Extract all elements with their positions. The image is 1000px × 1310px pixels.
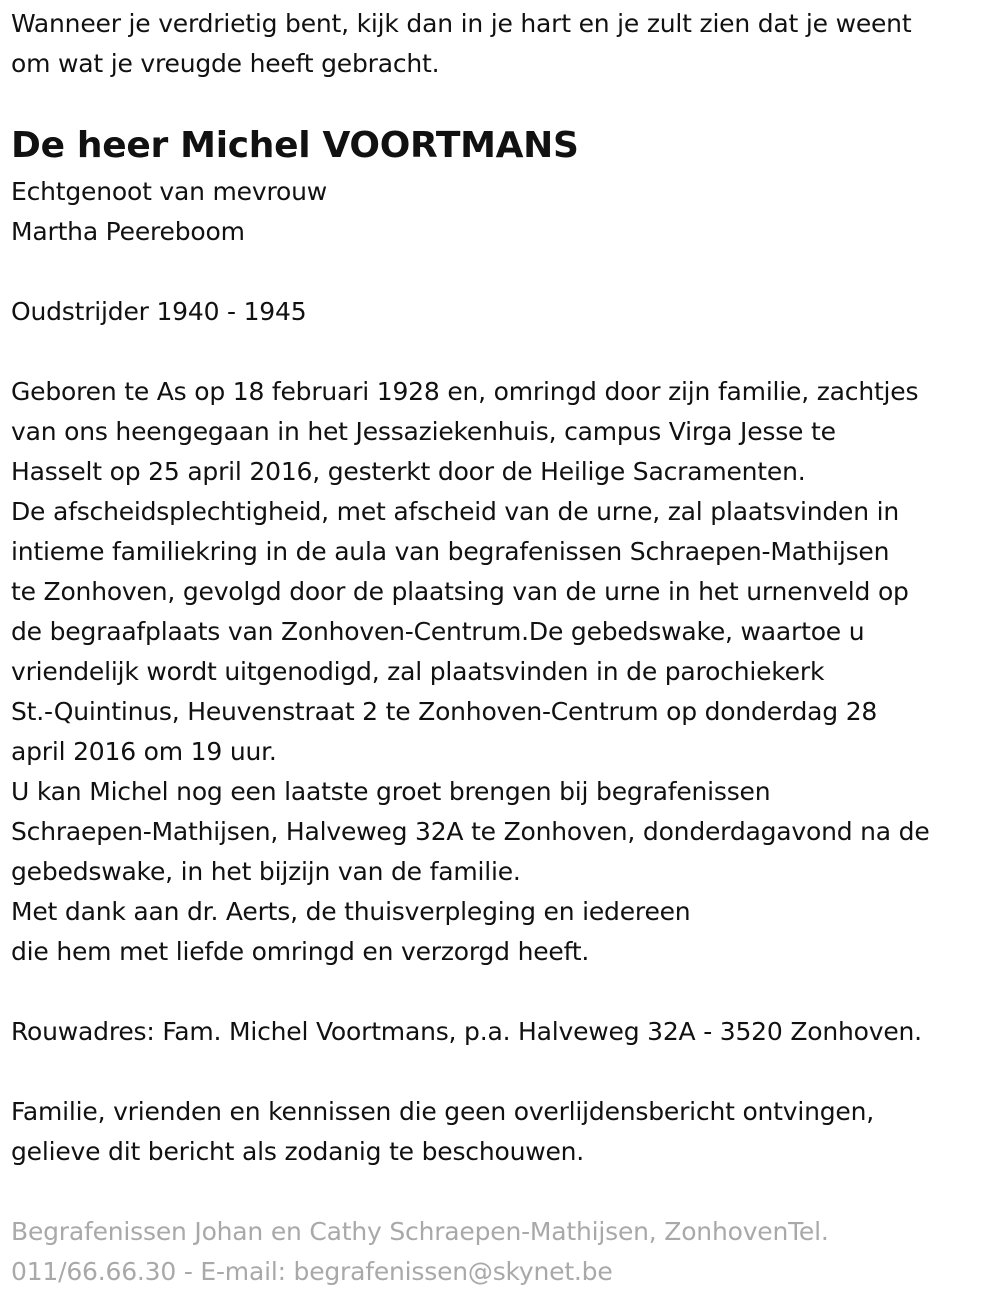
body-line: Met dank aan dr. Aerts, de thuisverpleging en iedereen [11, 897, 691, 926]
body-line: vriendelijk wordt uitgenodigd, zal plaatsvinden in de parochiekerk [11, 657, 825, 686]
body-line: De afscheidsplechtigheid, met afscheid van de urne, zal plaatsvinden in [11, 497, 899, 526]
funeral-home-footer [11, 1212, 829, 1292]
body-line: intieme familiekring in de aula van begrafenissen Schraepen-Mathijsen [11, 537, 890, 566]
footer-line: 011/66.66.30 - E-mail: begrafenissen@skynet.be [11, 1257, 613, 1286]
notice-body [11, 372, 930, 972]
body-line: Geboren te As op 18 februari 1928 en, omringd door zijn familie, zachtjes [11, 377, 919, 406]
body-line: april 2016 om 19 uur. [11, 737, 277, 766]
notification-note [11, 1092, 874, 1172]
body-line: Hasselt op 25 april 2016, gesterkt door de Heilige Sacramenten. [11, 457, 806, 486]
body-line: van ons heengegaan in het Jessaziekenhuis, campus Virga Jesse te [11, 417, 836, 446]
spouse-info [11, 172, 327, 252]
body-line: Schraepen-Mathijsen, Halveweg 32A te Zonhoven, donderdagavond na de [11, 817, 930, 846]
footer-line: Begrafenissen Johan en Cathy Schraepen-Mathijsen, ZonhovenTel. [11, 1217, 829, 1246]
body-line: de begraafplaats van Zonhoven-Centrum.De gebedswake, waartoe u [11, 617, 865, 646]
body-line: U kan Michel nog een laatste groet brengen bij begrafenissen [11, 777, 771, 806]
quote-line: Wanneer je verdrietig bent, kijk dan in je hart en je zult zien dat je weent [11, 9, 912, 38]
mourning-address: Rouwadres: Fam. Michel Voortmans, p.a. Halveweg 32A - 3520 Zonhoven. [11, 1017, 922, 1046]
notice-line: Familie, vrienden en kennissen die geen overlijdensbericht ontvingen, [11, 1097, 875, 1126]
opening-quote [11, 4, 911, 84]
notice-line: gelieve dit bericht als zodanig te beschouwen. [11, 1137, 585, 1166]
body-line: die hem met liefde omringd en verzorgd heeft. [11, 937, 590, 966]
spouse-line: Echtgenoot van mevrouw [11, 177, 327, 206]
spouse-line: Martha Peereboom [11, 217, 245, 246]
quote-line: om wat je vreugde heeft gebracht. [11, 49, 440, 78]
body-line: St.-Quintinus, Heuvenstraat 2 te Zonhoven-Centrum op donderdag 28 [11, 697, 878, 726]
deceased-name: De heer Michel VOORTMANS [11, 125, 579, 166]
veteran-info: Oudstrijder 1940 - 1945 [11, 297, 307, 326]
body-line: te Zonhoven, gevolgd door de plaatsing van de urne in het urnenveld op [11, 577, 909, 606]
body-line: gebedswake, in het bijzijn van de familie. [11, 857, 521, 886]
